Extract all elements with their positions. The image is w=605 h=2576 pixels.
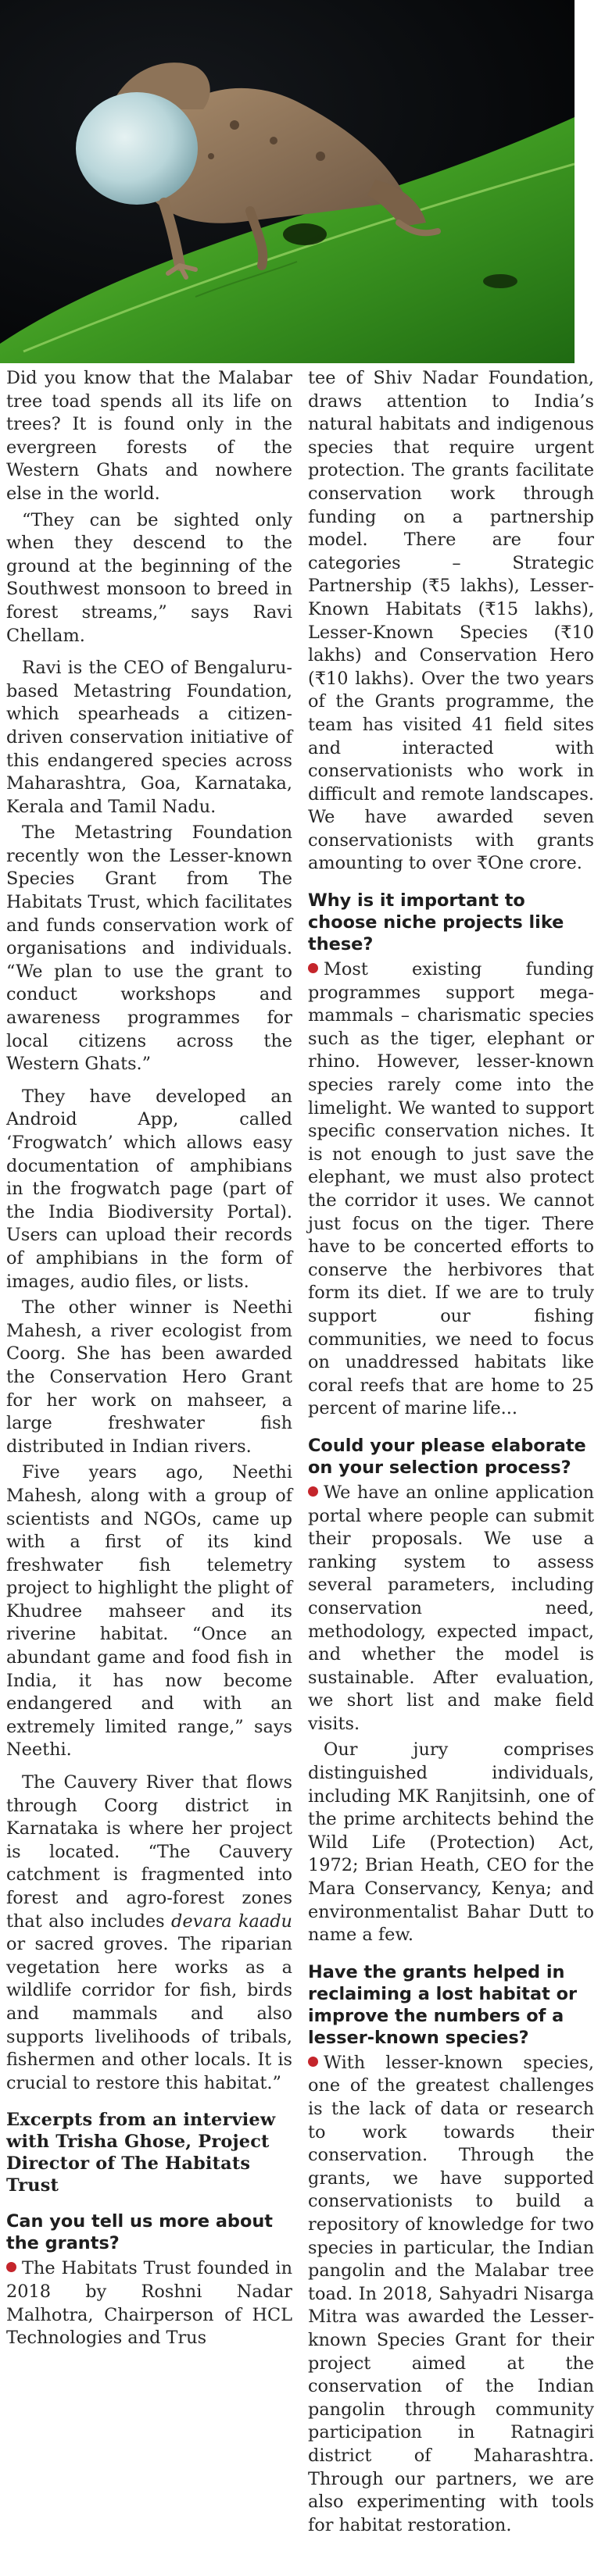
bullet-icon (308, 963, 318, 973)
answer-paragraph: With lesser-known species, one of the greatest challenges is the lack of data or research to work towards their conservation. Through the grants, we have supported conservationists to build a repository of knowledge for two species in particular, the Indian pangolin and the Malabar tree toad. In 2018, Sahyadri Nisarga Mitra was awarded the Lesser-known Species Grant for their project aimed at the conservation of the Indian pangolin through community participation in Ratnagiri district of Maharashtra. Through our partners, we are also experimenting with tools for habitat restoration. (308, 2052, 594, 2535)
bullet-icon (308, 1486, 318, 1497)
answer-paragraph: We have an online application portal where people can submit their proposals. We use a ranking system to assess several parameters, including conservation need, methodology, expected impact, and whether the model is sustainable. After evaluation, we short list and make field visits. (308, 1482, 594, 1734)
right-column (308, 367, 594, 2570)
question-heading: Have the grants helped in reclaiming a lost habitat or improve the numbers of a lesser-known species? (308, 1961, 578, 2048)
toad-illustration (0, 0, 575, 363)
paragraph: The other winner is Neethi Mahesh, a river ecologist from Coorg. She has been awarded the Conservation Hero Grant for her work on mahseer, a large freshwater fish distributed in Indian rivers. (6, 1297, 292, 1457)
article-body (6, 367, 599, 2570)
question-heading: Could your please elaborate on your selection process? (308, 1435, 586, 1478)
paragraph: They have developed an Android App, called ‘Frogwatch’ which allows easy documentation of amphibians in the frogwatch page (part of the India Biodiversity Portal). Users can upload their records of amphibians in the form of images, audio files, or lists. (6, 1086, 292, 1292)
paragraph: Our jury comprises distinguished individuals, including MK Ranjitsinh, one of the prime architects behind the Wild Life (Protection) Act, 1972; Brian Heath, CEO for the Mara Conservancy, Kenya; and environmentalist Bahar Dutt to name a few. (308, 1739, 594, 1946)
paragraph: “They can be sighted only when they descend to the ground at the beginning of the Southwest monsoon to breed in forest streams,” says Ravi Chellam. (6, 509, 292, 646)
bullet-icon (6, 2262, 16, 2272)
paragraph: The Metastring Foundation recently won the Lesser-known Species Grant from The Habitats Trust, which facilitates and funds conservation work of organisations and individuals. “We plan to use the grant to conduct workshops and awareness programmes for local citizens across the Western Ghats.” (6, 822, 292, 1075)
question-heading: Can you tell us more about the grants? (6, 2211, 273, 2254)
paragraph: Ravi is the CEO of Bengaluru-based Metastring Foundation, which spearheads a citizen-driven conservation initiative of this endangered species across Maharashtra, Goa, Karnataka, Kerala and Tamil Nadu. (6, 658, 292, 817)
paragraph: Five years ago, Neethi Mahesh, along with a group of scientists and NGOs, came up with a first of its kind freshwater fish telemetry project to highlight the plight of Khudree mahseer and its riverine habitat. “Once an abundant game and food fish in India, it has now become endangered and with an extremely limited range,” says Neethi. (6, 1462, 292, 1761)
answer-paragraph: The Habitats Trust founded in 2018 by Roshni Nadar Malhotra, Chairperson of HCL Technologies and Trus (6, 2258, 292, 2349)
paragraph: The Cauvery River that flows through Coorg district in Karnataka is where her project is located. “The Cauvery catchment is fragmented into forest and agro-forest zones that also includes devara kaadu or sacred groves. The riparian vegetation here works as a wildlife corridor for fish, birds and mammals and also supports livelihoods of tribals, fishermen and other locals. It is crucial to restore this habitat.” (6, 1772, 292, 2093)
answer-paragraph: Most existing funding programmes support mega-mammals – charismatic species such as the tiger, elephant or rhino. However, lesser-known species rarely come into the limelight. We wanted to support specific conservation niches. It is not enough to just save the elephant, we must also protect the corridor it uses. We cannot just focus on the tiger. There have to be concerted efforts to conserve the herbivores that form its diet. If we are to truly support our fishing communities, we need to focus on unaddressed habitats like coral reefs that are home to 25 percent of marine life... (308, 959, 594, 1419)
left-column (6, 367, 292, 2570)
paragraph: tee of Shiv Nadar Foundation, draws attention to India’s natural habitats and indigenous species that require urgent protection. The grants facilitate conservation work through funding on a partnership model. There are four categories – Strategic Partnership (₹5 lakhs), Lesser-Known Habitats (₹15 lakhs), Lesser-Known Species (₹10 lakhs) and Conservation Hero (₹10 lakhs). Over the two years of the Grants programme, the team has visited 41 field sites and interacted with conservationists who work in difficult and remote landscapes. We have awarded seven conservationists with grants amounting to over ₹One crore. (308, 368, 594, 874)
question-heading: Why is it important to choose niche projects like these? (308, 890, 564, 955)
malabar-tree-toad-photo (0, 0, 575, 363)
bullet-icon (308, 2057, 318, 2067)
paragraph: Did you know that the Malabar tree toad spends all its life on trees? It is found only in the evergreen forests of the Western Ghats and nowhere else in the world. (6, 368, 292, 504)
sacred-groves-term: devara kaadu (171, 1911, 292, 1932)
interview-lead-heading: Excerpts from an interview with Trisha Ghose, Project Director of The Habitats Trust (6, 2110, 276, 2196)
